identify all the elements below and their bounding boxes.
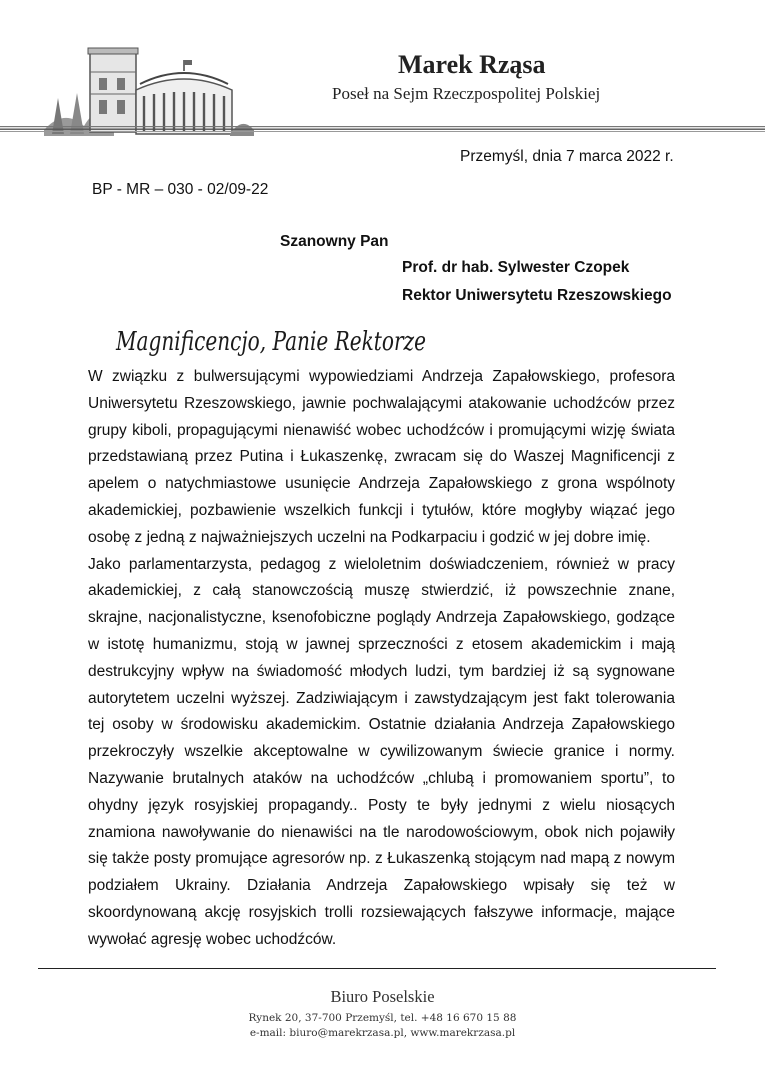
recipient-title: Rektor Uniwersytetu Rzeszowskiego bbox=[402, 287, 672, 304]
footer-address: Rynek 20, 37-700 Przemyśl, tel. +48 16 670 15 88 bbox=[248, 1012, 517, 1024]
salutation: Szanowny Pan bbox=[280, 233, 389, 250]
footer-rule bbox=[38, 968, 716, 969]
letter-body bbox=[88, 364, 675, 954]
sejm-building-icon bbox=[44, 38, 254, 138]
letterhead-name: Marek Rząsa bbox=[398, 50, 546, 79]
recipient-name: Prof. dr hab. Sylwester Czopek bbox=[402, 259, 630, 276]
reference-number: BP - MR – 030 - 02/09-22 bbox=[92, 181, 269, 198]
letterhead-subtitle: Poseł na Sejm Rzeczpospolitej Polskiej bbox=[332, 84, 601, 103]
footer-contact: e-mail: biuro@marekrzasa.pl, www.marekrzasa.pl bbox=[249, 1027, 516, 1039]
footer-title: Biuro Poselskie bbox=[330, 987, 435, 1006]
paragraph-1: W związku z bulwersującymi wypowiedziami Andrzeja Zapałowskiego, profesora Uniwersytetu Rzeszowskiego, jawnie pochwalającymi atakowanie uchodźców przez grupy kiboli, propagującymi nienawiść wobec uchodźców i promującymi wizję świata przedstawianą przez Putina i Łukaszenkę, zwracam się do Waszej Magnificencji z apelem o natychmiastowe usunięcie Andrzeja Zapałowskiego z grona wspólnoty akademickiej, pozbawienie wszelkich funkcji i tytułów, które mogłyby wiązać jego osobę z jedną z najważniejszych uczelni na Podkarpaciu i godzić w jej dobre imię. bbox=[88, 368, 675, 546]
letterhead-rule bbox=[0, 126, 765, 132]
paragraph-2: Jako parlamentarzysta, pedagog z wieloletnim doświadczeniem, również w pracy akademickiej, z całą stanowczością muszę stwierdzić, iż powszechnie znane, skrajne, nacjonalistyczne, ksenofobiczne poglądy Andrzeja Zapałowskiego, godzące w istotę humanizmu, stoją w jawnej sprzeczności z etosem akademickim i mają destrukcyjny wpływ na świadomość młodych ludzi, tym bardziej iż są sygnowane autorytetem uczelni wyższej. Zadziwiającym i zawstydzającym jest fakt tolerowania tej osoby w środowisku akademickim. Ostatnie działania Andrzeja Zapałowskiego przekroczyły wszelkie akceptowalne w cywilizowanym świecie granice i normy. Nazywanie brutalnych ataków na uchodźców „chlubą i promowaniem sportu”, to ohydny język rosyjskiej propagandy.. Posty te były jednymi z wielu niosących znamiona nawoływanie do nienawiści na tle narodowościowym, obok nich pojawiły się także posty promujące agresorów np. z Łukaszenką stojącym nad mapą z nowym podziałem Ukrainy. Działania Andrzeja Zapałowskiego wpisały się też w skoordynowaną akcję rosyjskich trolli rozsiewających fałszywe informacje, mające wywołać agresję wobec uchodźców. bbox=[88, 555, 675, 948]
handwritten-greeting bbox=[116, 318, 436, 364]
date-line: Przemyśl, dnia 7 marca 2022 r. bbox=[460, 148, 674, 165]
handwritten-greeting-text: Magnificencjo, Panie Rektorze bbox=[115, 327, 426, 357]
